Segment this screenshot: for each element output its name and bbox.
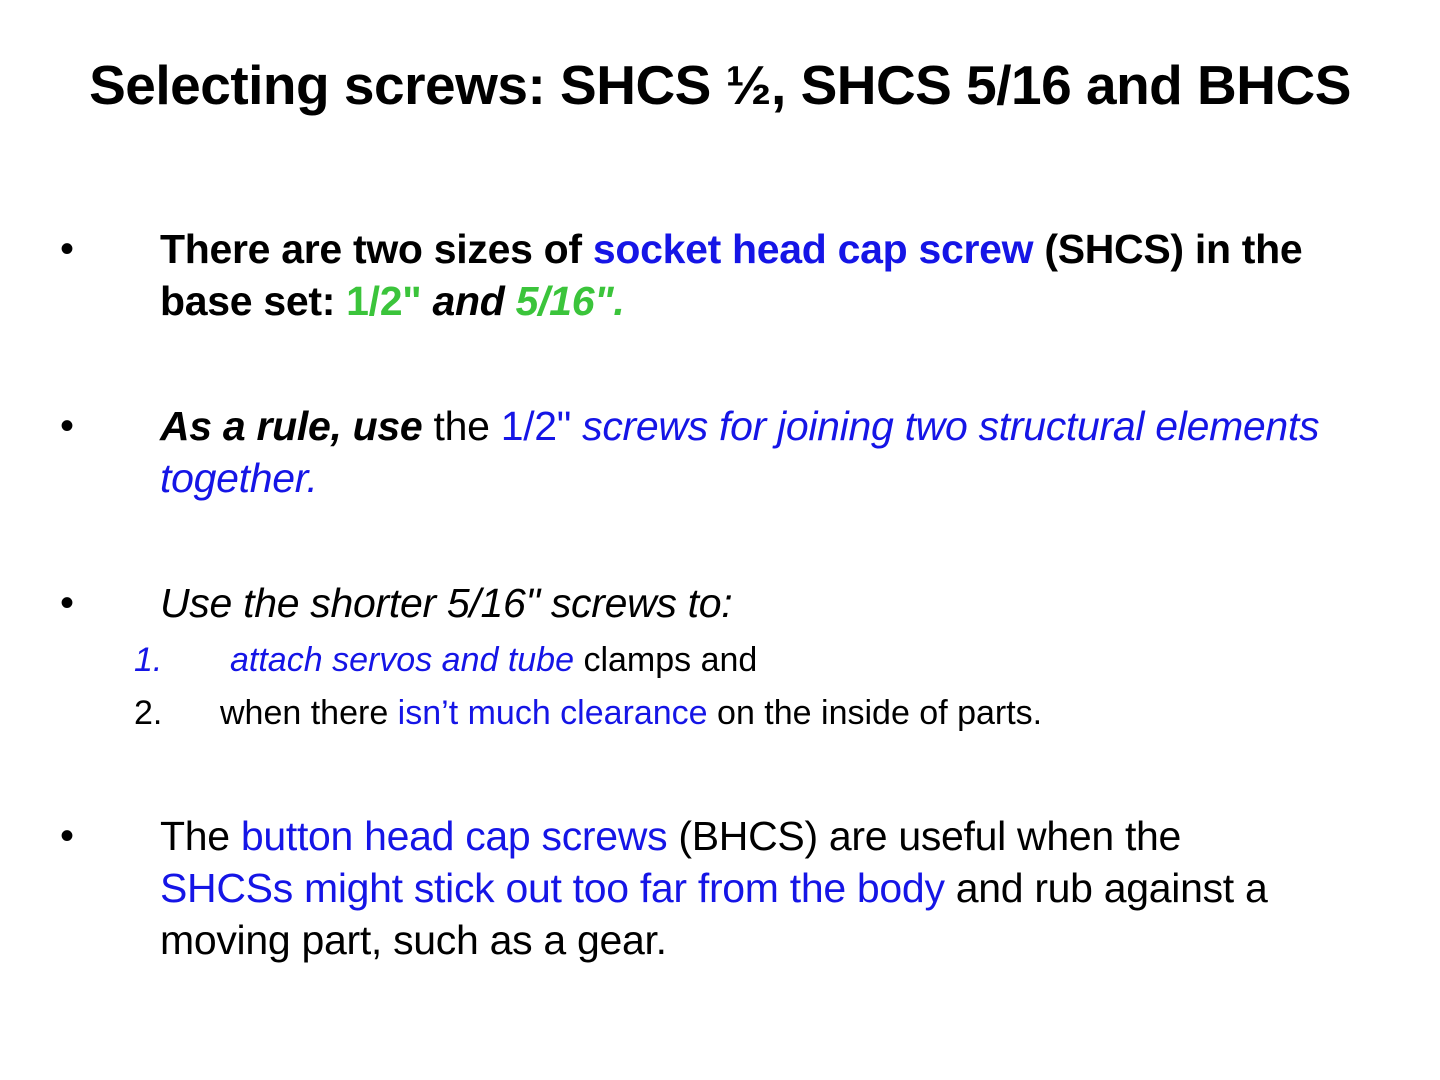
text-segment-and: and	[421, 278, 516, 324]
bullet-text	[160, 223, 1360, 327]
list-number: 2.	[134, 694, 163, 732]
highlight-five-sixteenths: 5/16".	[515, 278, 625, 324]
text-segment: (SHCS) in the base set:	[160, 226, 1303, 324]
bullet-text	[160, 810, 1310, 966]
highlight-button-head-cap-screws: button head cap screws	[240, 813, 668, 859]
text-segment: (BHCS) are useful when the	[667, 813, 1182, 859]
text-segment: There are two sizes of	[160, 226, 593, 272]
highlight-half-inch: 1/2"	[500, 403, 572, 449]
text-segment: the	[422, 403, 501, 449]
highlight-half-inch: 1/2"	[346, 278, 422, 324]
highlight-attach-servos: attach servos and tube	[230, 641, 575, 679]
text-segment: when there	[220, 694, 398, 732]
highlight-socket-head-cap-screw: socket head cap screw	[592, 226, 1034, 272]
text-segment: The	[160, 813, 241, 859]
bullet-dot: •	[60, 404, 75, 448]
highlight-clearance: isn’t much clearance	[397, 694, 708, 732]
slide-title: Selecting screws: SHCS ½, SHCS 5/16 and BHCS	[89, 54, 1351, 116]
text-segment: on the inside of parts.	[707, 694, 1043, 732]
list-number: 1.	[134, 641, 163, 679]
sub-text	[220, 693, 1042, 733]
bullet-dot: •	[60, 227, 75, 271]
bullet-dot: •	[60, 581, 75, 625]
text-segment: clamps and	[574, 641, 758, 679]
text-segment: and rub against a moving part, such as a gear.	[160, 865, 1268, 963]
bullet-text: Use the shorter 5/16" screws to:	[160, 580, 733, 626]
highlight-joining: screws for joining two structural elements together.	[160, 403, 1320, 501]
highlight-stick-out: SHCSs might stick out too far from the body	[160, 865, 945, 911]
bullet-text	[160, 400, 1360, 504]
sub-text	[230, 640, 757, 680]
text-segment-rule: As a rule, use	[160, 403, 423, 449]
bullet-dot: •	[60, 814, 75, 858]
